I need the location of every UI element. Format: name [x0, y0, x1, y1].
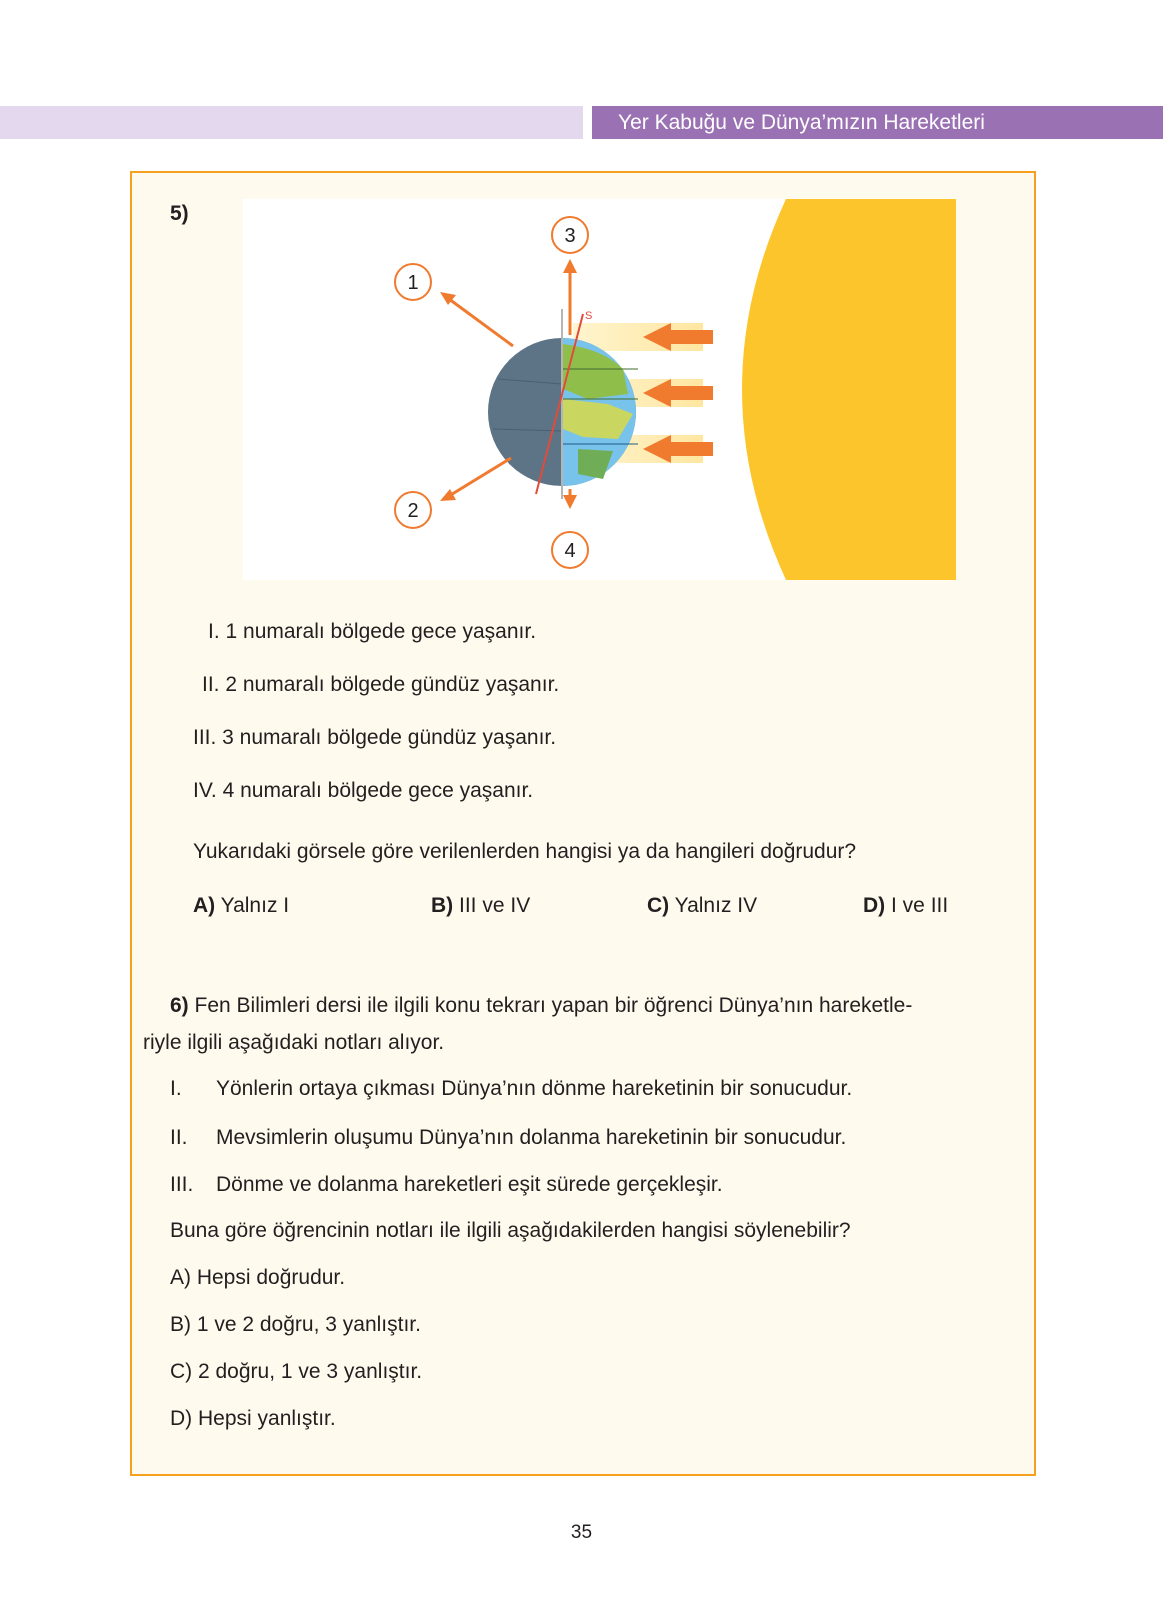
- label-3: 3: [564, 225, 576, 247]
- header-band-light: [0, 106, 583, 139]
- q6-intro-line1: 6) Fen Bilimleri dersi ile ilgili konu tekrarı yapan bir öğrenci Dünya’nın hareketle-: [170, 994, 913, 1017]
- q6-note: Yönlerin ortaya çıkması Dünya’nın dönme hareketinin bir sonucudur.: [216, 1077, 853, 1100]
- q5-option-d[interactable]: D) I ve III: [863, 894, 949, 917]
- q5-option-a[interactable]: A) Yalnız I: [193, 894, 290, 917]
- q6-note-num: I.: [170, 1077, 182, 1100]
- sun: [742, 199, 956, 580]
- chapter-title: Yer Kabuğu ve Dünya’mızın Hareketleri: [618, 111, 985, 134]
- q5-option-b[interactable]: B) III ve IV: [431, 894, 531, 917]
- q5-option-c[interactable]: C) Yalnız IV: [647, 894, 758, 917]
- q5-statement: IV. 4 numaralı bölgede gece yaşanır.: [193, 779, 534, 802]
- q6-option-a[interactable]: A) Hepsi doğrudur.: [170, 1266, 346, 1289]
- q6-intro-line2: riyle ilgili aşağıdaki notları alıyor.: [143, 1031, 445, 1054]
- q6-option-d[interactable]: D) Hepsi yanlıştır.: [170, 1407, 336, 1430]
- q6-note: Dönme ve dolanma hareketleri eşit sürede gerçekleşir.: [216, 1173, 723, 1196]
- q6-option-c[interactable]: C) 2 doğru, 1 ve 3 yanlıştır.: [170, 1360, 423, 1383]
- q5-statement: I. 1 numaralı bölgede gece yaşanır.: [208, 620, 537, 643]
- q6-option-b[interactable]: B) 1 ve 2 doğru, 3 yanlıştır.: [170, 1313, 421, 1336]
- q6-question: Buna göre öğrencinin notları ile ilgili aşağıdakilerden hangisi söylenebilir?: [170, 1219, 851, 1242]
- label-4: 4: [564, 540, 576, 562]
- page-number: 35: [570, 1522, 593, 1543]
- q6-note-num: III.: [170, 1173, 194, 1196]
- q5-number: 5): [170, 202, 189, 225]
- label-2: 2: [407, 500, 419, 522]
- label-1: 1: [407, 272, 419, 294]
- q5-statement: II. 2 numaralı bölgede gündüz yaşanır.: [202, 673, 560, 696]
- arrow-2: [449, 458, 511, 496]
- svg-text:S: S: [585, 310, 593, 322]
- q5-question: Yukarıdaki görsele göre verilenlerden hangisi ya da hangileri doğrudur?: [193, 840, 857, 863]
- header-band: [592, 106, 1163, 139]
- q6-note: Mevsimlerin oluşumu Dünya’nın dolanma hareketinin bir sonucudur.: [216, 1126, 847, 1149]
- q5-statement: III. 3 numaralı bölgede gündüz yaşanır.: [193, 726, 557, 749]
- q6-note-num: II.: [170, 1126, 188, 1149]
- earth-sun-figure: [243, 199, 956, 580]
- arrow-1: [449, 299, 513, 346]
